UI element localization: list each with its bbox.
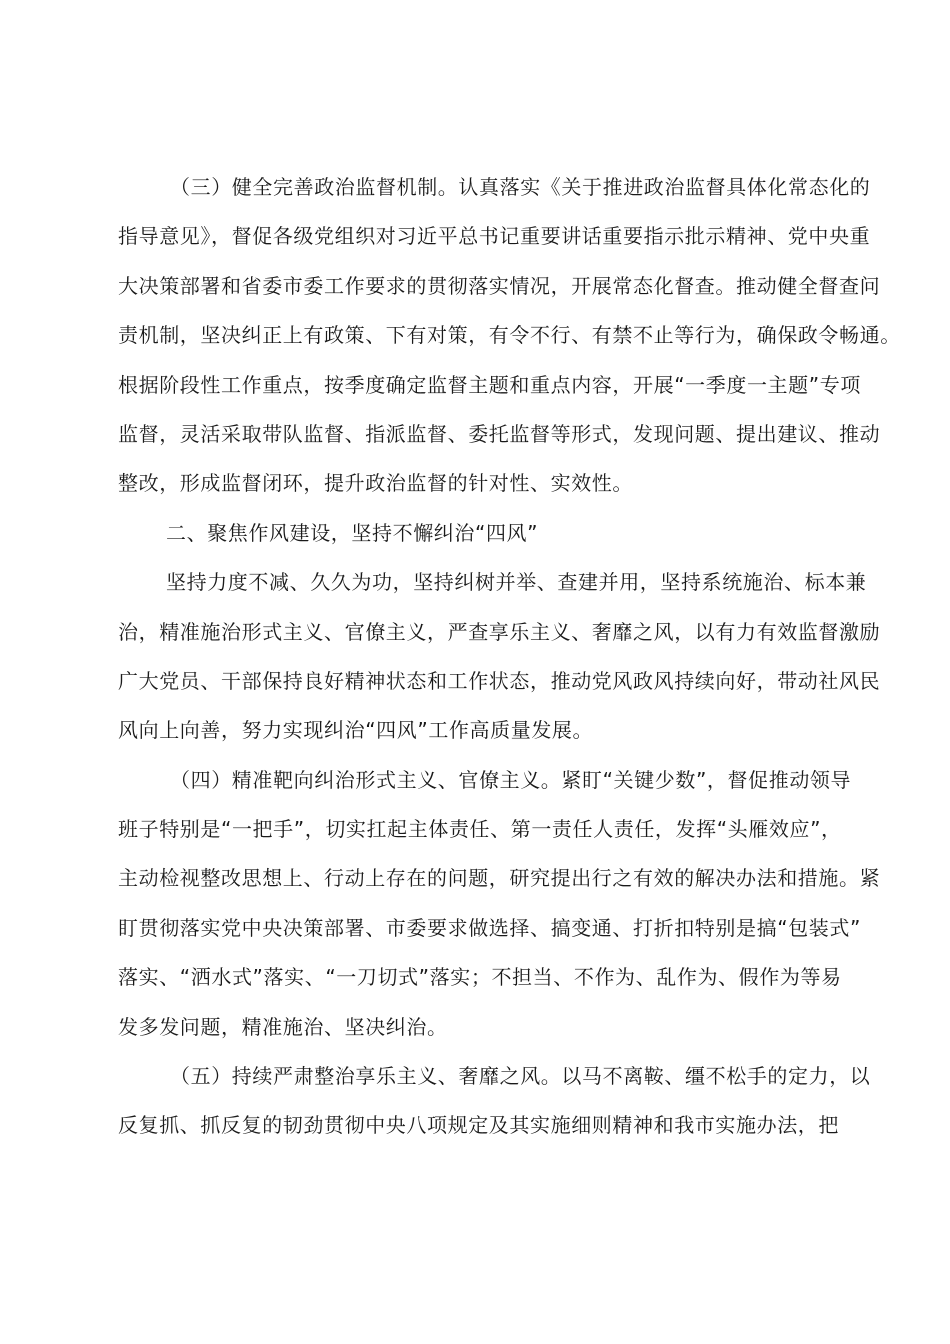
paragraph-3-line-2: 指导意见》，督促各级党组织对习近平总书记重要讲话重要指示批示精神、党中央重	[118, 224, 871, 249]
document-body	[118, 167, 901, 1155]
paragraph-4-line-5: 落实、“洒水式”落实、“一刀切式”落实；不担当、不作为、乱作为、假作为等易	[118, 965, 842, 990]
section-2-intro-line-1: 坚持力度不减、久久为功，坚持纠树并举、查建并用，坚持系统施治、标本兼	[166, 570, 867, 595]
section-2-intro-line-2: 治，精准施治形式主义、官僚主义，严查享乐主义、奢靡之风，以有力有效监督激励	[118, 619, 881, 644]
section-2-intro-line-4: 风向上向善，努力实现纠治“四风”工作高质量发展。	[118, 718, 594, 743]
paragraph-4-line-6: 发多发问题，精准施治、坚决纠治。	[118, 1014, 448, 1039]
paragraph-4-line-2: 班子特别是“一把手”，切实扛起主体责任、第一责任人责任，发挥“头雁效应”，	[118, 817, 842, 842]
paragraph-4-line-3: 主动检视整改思想上、行动上存在的问题，研究提出行之有效的解决办法和措施。紧	[118, 866, 881, 891]
section-2-heading: 二、聚焦作风建设，坚持不懈纠治“四风”	[166, 520, 539, 545]
paragraph-3-line-3: 大决策部署和省委市委工作要求的贯彻落实情况，开展常态化督查。推动健全督查问	[118, 273, 881, 298]
paragraph-4-line-4: 盯贯彻落实党中央决策部署、市委要求做选择、搞变通、打折扣特别是搞“包装式”	[118, 915, 861, 940]
paragraph-3-line-6: 监督，灵活采取带队监督、指派监督、委托监督等形式，发现问题、提出建议、推动	[118, 421, 881, 446]
paragraph-3-line-7: 整改，形成监督闭环，提升政治监督的针对性、实效性。	[118, 471, 633, 496]
paragraph-5-line-1: （五）持续严肃整治享乐主义、奢靡之风。以马不离鞍、缰不松手的定力，以	[170, 1064, 871, 1089]
section-2-intro-line-3: 广大党员、干部保持良好精神状态和工作状态，推动党风政风持续向好，带动社风民	[118, 668, 881, 693]
paragraph-3-line-4: 责机制，坚决纠正上有政策、下有对策，有令不行、有禁不止等行为，确保政令畅通。	[118, 323, 901, 348]
paragraph-3-line-1: （三）健全完善政治监督机制。认真落实《关于推进政治监督具体化常态化的	[170, 175, 871, 199]
paragraph-3-line-5: 根据阶段性工作重点，按季度确定监督主题和重点内容，开展“一季度一主题”专项	[118, 372, 861, 397]
paragraph-4-line-1: （四）精准靶向纠治形式主义、官僚主义。紧盯“关键少数”，督促推动领导	[170, 767, 852, 792]
paragraph-5-line-2: 反复抓、抓反复的韧劲贯彻中央八项规定及其实施细则精神和我市实施办法，把	[118, 1113, 839, 1138]
